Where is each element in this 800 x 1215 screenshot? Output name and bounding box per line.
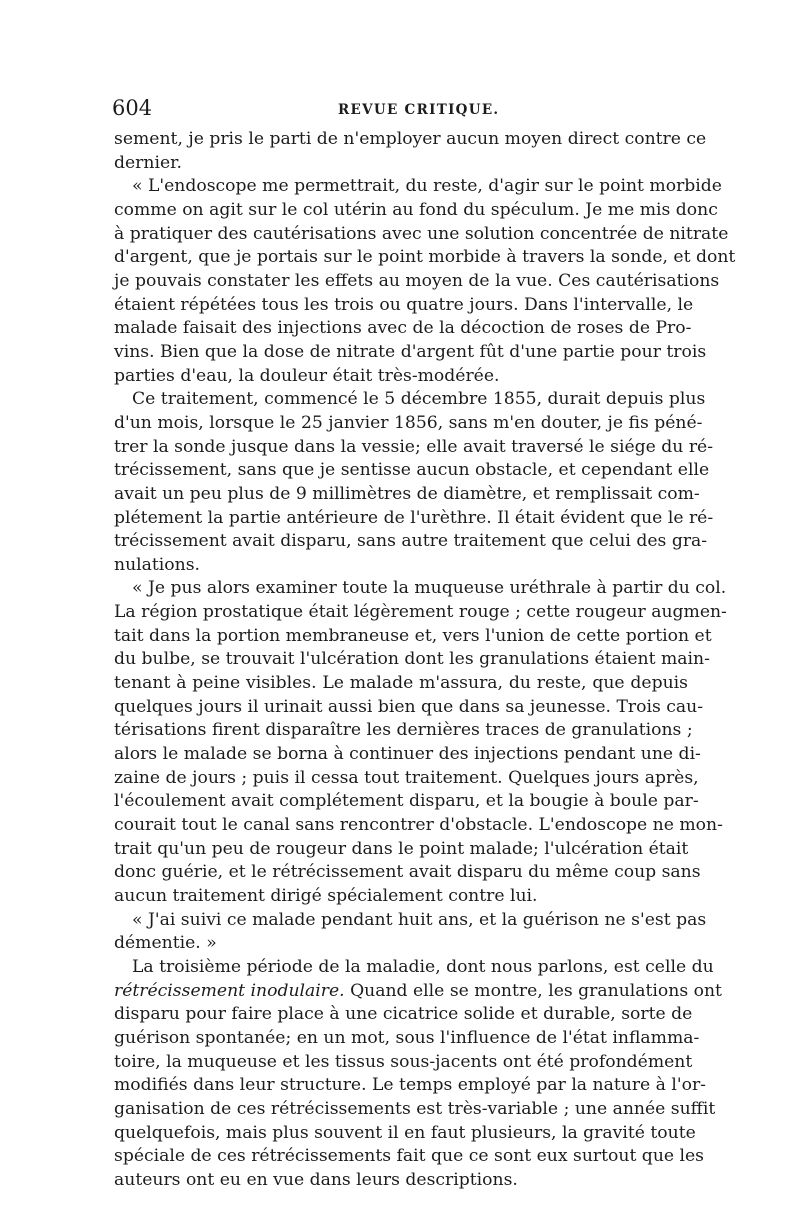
text-line: aucun traitement dirigé spécialement contre lui. [114,886,538,906]
text-line: avait un peu plus de 9 millimètres de diamètre, et remplissait com- [114,483,700,504]
text-line: La région prostatique était légèrement rouge ; cette rougeur augmen- [114,602,727,623]
text-line: guérison spontanée; en un mot, sous l'influence de l'état inflamma- [114,1027,700,1048]
text-line: auteurs ont eu en vue dans leurs descriptions. [114,1169,518,1190]
text-line: vins. Bien que la dose de nitrate d'argent fût d'une partie pour trois [114,341,707,362]
text-line: trer la sonde jusque dans la vessie; elle avait traversé le siége du ré- [114,436,714,457]
text-line: tenant à peine visibles. Le malade m'assura, du reste, que depuis [114,673,688,694]
text-line: plétement la partie antérieure de l'urèthre. Il était évident que le ré- [114,507,714,528]
text-line: donc guérie, et le rétrécissement avait disparu du même coup sans [114,862,701,883]
text-line: quelques jours il urinait aussi bien que dans sa jeunesse. Trois cau- [114,696,704,717]
text-line: toire, la muqueuse et les tissus sous-jacents ont été profondément [114,1051,693,1072]
text-line: alors le malade se borna à continuer des injections pendant une di- [114,744,701,765]
text-line: « J'ai suivi ce malade pendant huit ans, et la guérison ne s'est pas [132,909,707,930]
text-line: Ce traitement, commencé le 5 décembre 1855, durait depuis plus [132,389,706,410]
text-line: tait dans la portion membraneuse et, vers l'union de cette portion et [114,625,712,646]
text-line: zaine de jours ; puis il cessa tout traitement. Quelques jours après, [114,767,699,788]
text-line: comme on agit sur le col utérin au fond du spéculum. Je me mis donc [114,199,718,220]
text-line: l'écoulement avait complétement disparu, et la bougie à boule par- [114,791,699,812]
text-line: ganisation de ces rétrécissements est très-variable ; une année suffit [114,1098,716,1119]
italic-term: rétrécissement inodulaire. [114,980,345,1001]
page-number: 604 [112,96,153,120]
text-line: modifiés dans leur structure. Le temps employé par la nature à l'or- [114,1075,706,1096]
text-line: démentie. » [114,933,217,954]
text-line: d'un mois, lorsque le 25 janvier 1856, sans m'en douter, je fis péné- [114,412,703,433]
text-line: térisations firent disparaître les dernières traces de granulations ; [114,720,693,741]
text-line: sement, je pris le parti de n'employer aucun moyen direct contre ce [114,129,707,149]
text-line: dernier. [114,152,182,173]
text-line: trait qu'un peu de rougeur dans le point malade; l'ulcération était [114,838,689,859]
text-line: trécissement avait disparu, sans autre traitement que celui des gra- [114,531,708,552]
body-text [114,128,736,1193]
paragraph-3 [114,388,714,577]
text-line: quelquefois, mais plus souvent il en faut plusieurs, la gravité toute [114,1122,696,1143]
text-line: malade faisait des injections avec de la décoction de roses de Pro- [114,318,692,339]
text-line: à pratiquer des cautérisations avec une solution concentrée de nitrate [114,223,729,244]
text-line: d'argent, que je portais sur le point morbide à travers la sonde, et dont [114,247,736,268]
text-line: parties d'eau, la douleur était très-modérée. [114,365,500,386]
text-line: La troisième période de la maladie, dont nous parlons, est celle du [132,956,714,977]
text-line: je pouvais constater les effets au moyen de la vue. Ces cautérisations [114,270,720,291]
text-line: disparu pour faire place à une cicatrice solide et durable, sorte de [114,1004,693,1025]
text-line: spéciale de ces rétrécissements fait que ce sont eux surtout que les [114,1146,705,1167]
paragraph-2 [114,175,736,388]
running-title: REVUE CRITIQUE. [338,102,500,118]
text-line-with-italic-term: rétrécissement inodulaire. Quand elle se montre, les granulations ont [114,980,722,1001]
text-line: courait tout le canal sans rencontrer d'obstacle. L'endoscope ne mon- [114,815,723,836]
text-line: nulations. [114,554,200,575]
text-line: du bulbe, se trouvait l'ulcération dont les granulations étaient main- [114,649,710,670]
text-line: « Je pus alors examiner toute la muqueuse uréthrale à partir du col. [132,578,727,599]
text-line: « L'endoscope me permettrait, du reste, d'agir sur le point morbide [132,176,722,197]
paragraph-6 [114,956,722,1193]
paragraph-1 [114,128,707,175]
paragraph-5 [114,909,707,956]
text-line: trécissement, sans que je sentisse aucun obstacle, et cependant elle [114,460,710,481]
paragraph-4 [114,577,727,908]
text-line: étaient répétées tous les trois ou quatre jours. Dans l'intervalle, le [114,294,694,315]
page-header [112,96,687,124]
